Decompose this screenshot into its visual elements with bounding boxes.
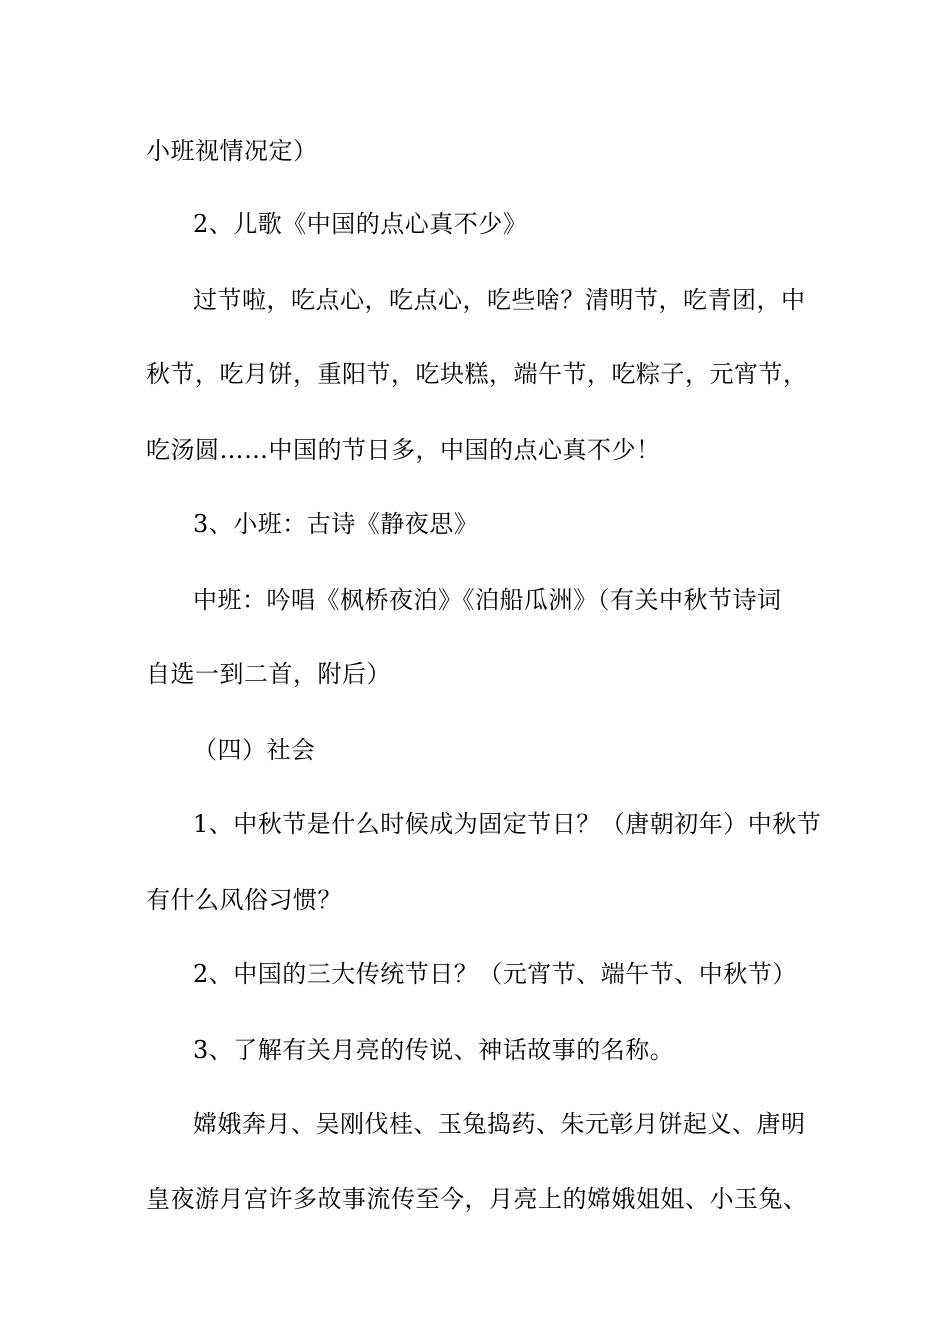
text-line-11: 有什么风俗习惯？	[146, 886, 342, 914]
section-heading-social: （四）社会	[193, 736, 316, 764]
text-line-15: 皇夜游月宫许多故事流传至今，月亮上的嫦娥姐姐、小玉兔、	[146, 1185, 808, 1213]
text-line-8: 自选一到二首，附后）	[146, 660, 391, 688]
text-line-4: 秋节，吃月饼，重阳节，吃块糕，端午节，吃粽子，元宵节，	[146, 360, 808, 388]
text-line-5: 吃汤圆……中国的节日多，中国的点心真不少！	[146, 436, 661, 464]
text-line-7: 中班：吟唱《枫桥夜泊》《泊船瓜洲》（有关中秋节诗词	[193, 586, 782, 614]
text-line-2: 2、儿歌《中国的点心真不少》	[193, 210, 528, 238]
text-line-10: 1、中秋节是什么时候成为固定节日？（唐朝初年）中秋节	[193, 810, 822, 838]
text-line-6: 3、小班：古诗《静夜思》	[193, 510, 479, 538]
text-line-12: 2、中国的三大传统节日？（元宵节、端午节、中秋节）	[193, 960, 797, 988]
text-line-1: 小班视情况定）	[146, 137, 318, 165]
text-line-3: 过节啦，吃点心，吃点心，吃些啥？清明节，吃青团，中	[193, 286, 806, 314]
text-line-13: 3、了解有关月亮的传说、神话故事的名称。	[193, 1036, 675, 1064]
text-line-14: 嫦娥奔月、吴刚伐桂、玉兔捣药、朱元彰月饼起义、唐明	[193, 1110, 806, 1138]
